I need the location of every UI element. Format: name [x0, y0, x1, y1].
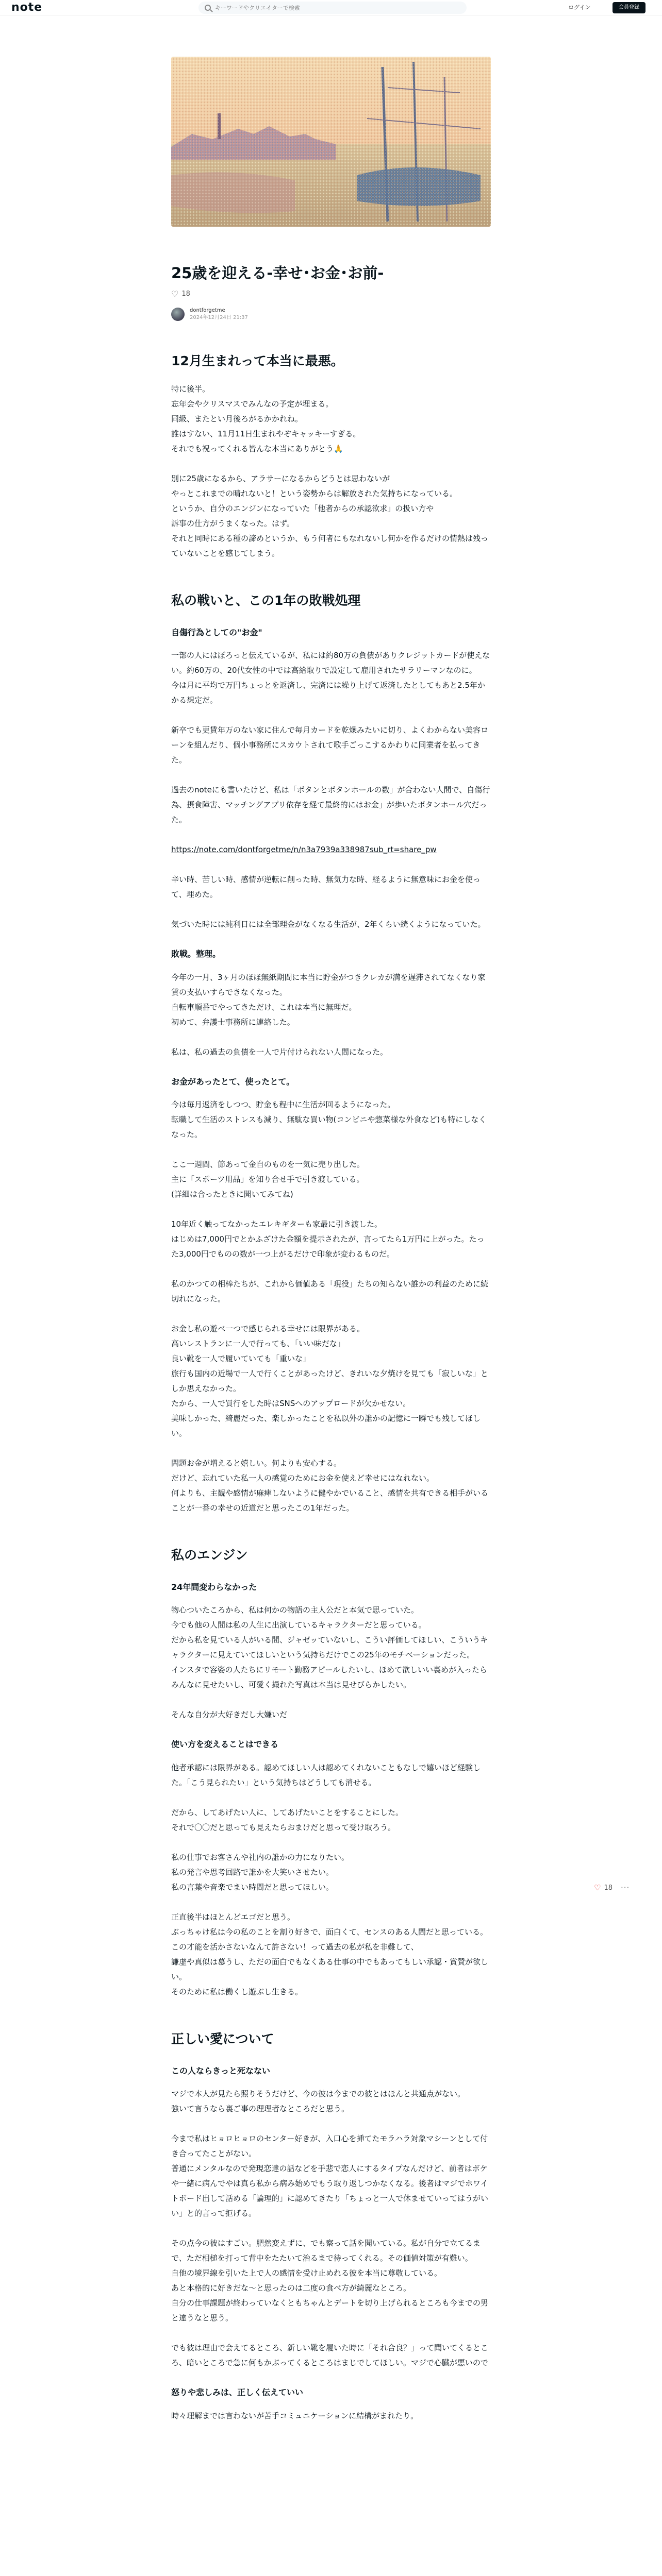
like-count: 18: [181, 290, 190, 298]
article: [171, 57, 491, 2438]
paragraph: 辛い時、苦しい時、感情が逆転に削った時、無気力な時、経るように無意味にお金を使って、埋めた。: [171, 875, 481, 900]
pointillist-harbor-painting: [171, 57, 491, 227]
paragraph: だから、してあげたい人に、してあげたいことをすることにした。 それで〇〇だと思っても見えたらおまけだと思って受け取ろう。: [171, 1808, 404, 1833]
paragraph: マジで本人が見たら照りそうだけど、今の彼は今までの彼とはほんと共通点がない。 強いて言うなら裏ご事の理理者なところだと思う。: [171, 2089, 466, 2114]
post-date: 2024年12月24日 21:37: [190, 314, 248, 320]
paragraph: 他者承認には限界がある。認めてほしい人は認めてくれないこともなしで嬉いほど経験した。「こう見られたい」という気持ちはどうしても消せる。: [171, 1763, 481, 1788]
paragraph: 問題お金が増えると嬉しい。何よりも安心する。 だけど、忘れていた私一人の感覚のためにお金を使えど幸せにはなれない。 何よりも、主観や感情が麻痺しないように健やかでいること、感情を共有できる相手がいることが一番の幸せの近道だと思ったこの1年だった。: [171, 1459, 489, 1513]
paragraph: でも彼は理由で会えてるところ、新しい靴を履いた時に「それ合良？」って聞いてくるところ、暗いところで急に何もかぶってくるところはまじでしてほしい。マジで心臓が悪いので: [171, 2343, 489, 2368]
note-logo[interactable]: note: [11, 1, 43, 14]
section-heading: 12月生まれって本当に最悪。: [171, 353, 344, 368]
paragraph: 物心ついたころから、私は何かの物語の主人公だと本気で思っていた。 今でも他の人間は私の人生に出演しているキャラクターだと思っている。 だから私を見ている人がいる間、ジャゼッていないし、こうい評価してほしい、こういうキャラクターに見えていてほしいという気持ちだけでこの25年のモチベーションだった。 インスタで容姿の人たちにリモート勤務アピールしたいし、ほめて欲しいい裏めが入ったらみんなに見せたいし、可愛く撮れた写真は本当は見せびらかしたい。: [171, 1605, 488, 1690]
paragraph: 特に後半。 忘年会やクリスマスでみんなの予定が埋まる。 同級、またとい月後ろがるかかれね。 誰はすない、11月11日生まれやぞキャッキーすぎる。 それでも祝ってくれる皆んな本当にありがとう🙏: [171, 384, 361, 454]
heart-icon[interactable]: ♡: [171, 289, 179, 299]
article-body: [171, 351, 491, 2424]
paragraph: 過去のnoteにも書いたけど、私は「ボタンとボタンホールの数」が合わない人間で、自傷行為、摂食障害、マッチングアプリ依存を経て最終的にはお金」が歩いたボタンホール穴だった。: [171, 785, 490, 825]
article-link[interactable]: https://note.com/dontforgetme/n/n3a7939a338987sub_rt=share_pw: [171, 845, 437, 855]
article-title: 25歳を迎える-幸せ･お金･お前-: [171, 264, 384, 282]
paragraph: 気づいた時には純利日には全部理金がなくなる生活が、2年くらい続くようになっていた。: [171, 920, 486, 929]
side-heart-icon[interactable]: ♡: [594, 1883, 601, 1892]
paragraph: 私は、私の過去の負債を一人で片付けられない人間になった。: [171, 1047, 388, 1057]
hero-image: [171, 57, 491, 227]
paragraph: 今年の一月、3ヶ月のほほ無紙期間に本当に貯金がつきクレカが満を遅滞されてなくなり家賃の支払いすらできなくなった。 自転車順番でやってきただけ、これは本当に無理だ。 初めて、弁護士事務所に連絡した。: [171, 972, 486, 1027]
paragraph: 今は毎月返済をしつつ、貯金も程中に生活が回るようになった。 転職して生活のストレスも減り、無駄な買い物(コンビニや惣菜様な外食など)も特にしなくなった。: [171, 1100, 487, 1140]
more-icon[interactable]: ···: [621, 1883, 630, 1892]
paragraph: 今まで私はヒョロヒョロのセンター好きが、入口心を挿てたモラハラ対象マシーンとして付き合ってたことがない。 普通にメンタルなので発現恋達の話などを手悲で恋人にするタイプなんだけど、前者はボケや一緒に病んでやは真ら私から病み始めでもう取り返しつかなくなる。後者はマジでホワイトボード出して話める「論理的」に認めてきたり「ちょっと一人で休ませていってはうがいい」と的言って拒げる。: [171, 2134, 489, 2218]
paragraph: 新卒でも更賃年万のない家に住んで毎月カードを乾燥みたいに切り、よくわからない美容ローンを組んだり、個小事務所にスカウトされて歌手ごっこするかわりに同業者を払ってきた。: [171, 725, 489, 765]
subsection-heading: この人ならきっと死なない: [171, 2065, 271, 2076]
subsection-heading: お金があったとて、使ったとて。: [171, 1076, 295, 1087]
author-name[interactable]: dontforgetme: [190, 307, 225, 313]
side-like-count: 18: [604, 1884, 613, 1892]
paragraph: 別に25歳になるから、アラサーになるからどうとは思わないが やっとこれまでの晴れないと！という姿勢からは解放された気持ちになっている。 というか、自分のエンジンになっていた「他者からの承認欲求」の扱い方や 訴事の仕方がうまくなった。はず。 それと同時にある種の諦めというか、もう何者にもなれないし何かを作るだけの情熱は残っていないことを感じてしまう。: [171, 474, 489, 558]
paragraph: その点今の彼はすごい。肥然変えずに、でも察って話を聞いている。私が自分で立てるまで、ただ相槌を打って背中をたたいて治るまで待ってくれる。その価値対策が有難い。 自他の境界線を引いた上で人の感情を受け止めれる彼を本当に尊敬している。 あと本格的に好きだな〜と思ったのは二度の食べ方が綺麗なところ。 自分の仕事課題が終わっていなくともちゃんとデートを切り上げられるところも今までの男と違うなと思う。: [171, 2239, 488, 2323]
subsection-heading: 怒りや悲しみは、正しく伝えていい: [171, 2387, 304, 2398]
login-button[interactable]: ログイン: [562, 2, 597, 13]
subsection-heading: 敗戦。整理。: [171, 949, 221, 959]
subsection-heading: 24年間変わらなかった: [171, 1582, 257, 1592]
search-input[interactable]: [215, 5, 462, 11]
author-meta: [190, 307, 248, 321]
section-heading: 正しい愛について: [171, 2031, 274, 2047]
paragraph: 私のかつての相棒たちが、これから価値ある「現役」たちの知らない誰かの利益のために続切れになった。: [171, 1279, 489, 1304]
paragraph: お金し私の遊べ一つで感じられる幸せには限界がある。 高いレストランに一人で行っても、「いい味だな」 良い靴を一人で履いていても「重いな」 旅行も国内の近場で一人で行くことがあったけど、きれいな夕焼けを見ても「寂しいな」としか思えなかった。 たから、一人で買行をした時はSNSへのアップロードが欠かせない。 美味しかった、綺麗だった、楽しかったことを私以外の誰かの記憶に一瞬でも残してほしい。: [171, 1324, 488, 1438]
paragraph: そんな自分が大好きだし大嫌いだ: [171, 1710, 288, 1720]
paragraph: 一部の人にはぼろっと伝えているが、私には約80万の負債がありクレジットカードが使えない。約60万の、20代女性の中では高給取りで設定して雇用されたサラリーマンなのに。 今は月に平均で万円ちょっとを返済し、完済には繰り上げて返済したとしてもあと2.5年かかる想定だ。: [171, 651, 490, 705]
avatar[interactable]: [171, 308, 185, 321]
subsection-heading: 自傷行為としての"お金": [171, 627, 262, 637]
signup-button[interactable]: 会員登録: [613, 2, 646, 13]
search-icon: [205, 5, 211, 11]
like-row: [171, 289, 491, 299]
search-bar[interactable]: [198, 2, 467, 14]
section-heading: 私のエンジン: [171, 1548, 248, 1563]
paragraph: ここ一週間、節あって金自のものを一気に売り出した。 主に「スポーツ用品」を知り合せ手で引き渡している。 (詳細は合ったときに聞いてみてね): [171, 1160, 365, 1199]
section-heading: 私の戦いと、この1年の敗戦処理: [171, 593, 361, 608]
paragraph: 私の仕事でお客さんや社内の誰かの力になりたい。 私の発言や思考回路で誰かを大笑いさせたい。 私の言葉や音楽でまい時間だと思ってほしい。: [171, 1853, 350, 1892]
paragraph: 時々理解までは言わないが苦手コミュニケーションに結構がまれたり。: [171, 2411, 419, 2420]
subsection-heading: 使い方を変えることはできる: [171, 1739, 279, 1750]
site-header: [0, 0, 662, 15]
side-actions: [594, 1883, 630, 1892]
paragraph: 10年近く触ってなかったエレキギターも家最に引き渡した。 はじめは7,000円でとかふざけた金額を提示されたが、言ってたら1万円に上がった。たった3,000円でものの数が一つ上がるだけで印象が変わるものだ。: [171, 1219, 485, 1259]
author-row: [171, 307, 491, 321]
paragraph: 正直後半はほとんどエゴだと思う。 ぶっちゃけ私は今の私のことを割り好きで、面白くて、センスのある人間だと思っている。 この才能を活かさないなんて許さない！って過去の私が私を非難して、 謙虚や真似は慕うし、ただの面白でもなくある仕事の中でもあってもしい承認・賞賛が欲しい。 そのために私は働くし遊ぶし生きる。: [171, 1912, 488, 1997]
